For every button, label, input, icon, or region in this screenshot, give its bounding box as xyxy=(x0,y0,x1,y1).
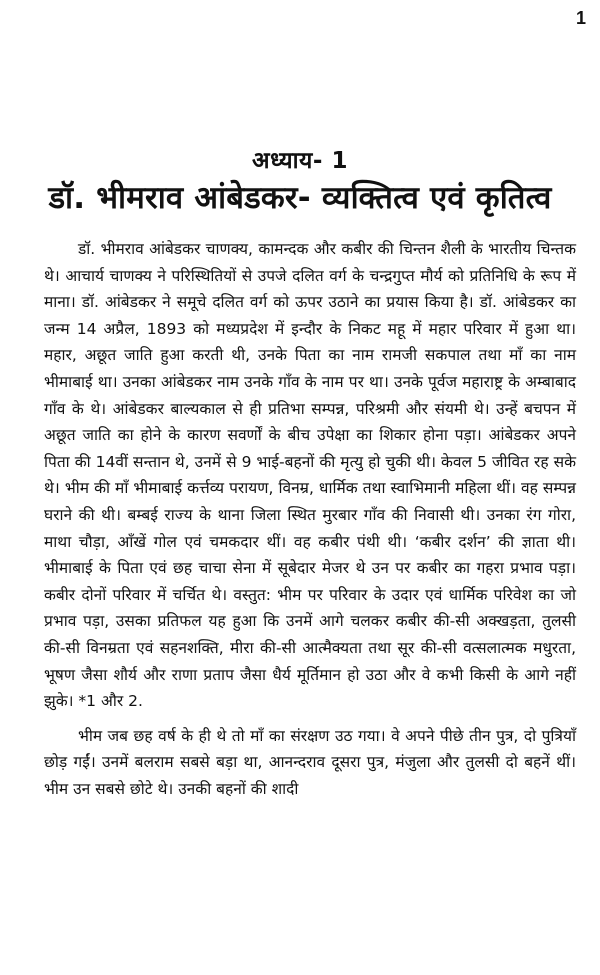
chapter-title: डॉ. भीमराव आंबेडकर- व्यक्तित्व एवं कृतित्व xyxy=(48,180,552,216)
body-text xyxy=(44,236,576,802)
paragraph-1: डॉ. भीमराव आंबेडकर चाणक्य, कामन्दक और कबीर की चिन्तन शैली के भारतीय चिन्तक थे। आचार्य चाणक्य ने परिस्थितियों से उपजे दलित वर्ग के चन्द्रगुप्त मौर्य को प्रतिनिधि के रूप में माना। डॉ. आंबेडकर ने समूचे दलित वर्ग को ऊपर उठाने का प्रयास किया है। डॉ. आंबेडकर का जन्म 14 अप्रैल, 1893 को मध्यप्रदेश में इन्दौर के निकट महू में महार परिवार में हुआ था। महार, अछूत जाति हुआ करती थी, उनके पिता का नाम रामजी सकपाल तथा माँ का नाम भीमाबाई था। उनका आंबेडकर नाम उनके गाँव के नाम पर था। उनके पूर्वज महाराष्ट्र के अम्बाबाद गाँव के थे। आंबेडकर बाल्यकाल से ही प्रतिभा सम्पन्न, परिश्रमी और संयमी थे। उन्हें बचपन में अछूत जाति का होने के कारण सवर्णों के बीच उपेक्षा का शिकार होना पड़ा। आंबेडकर अपने पिता की 14वीं सन्तान थे, उनमें से 9 भाई-बहनों की मृत्यु हो चुकी थी। केवल 5 जीवित रह सके थे। भीम की माँ भीमाबाई कर्त्तव्य परायण, विनम्र, धार्मिक तथा स्वाभिमानी महिला थीं। वह सम्पन्न घराने की थी। बम्बई राज्य के थाना जिला स्थित मुरबार गाँव की निवासी थी। उनका रंग गोरा, माथा चौड़ा, आँखें गोल एवं चमकदार थीं। वह कबीर पंथी थी। ‘कबीर दर्शन’ की ज्ञाता थी। भीमाबाई के पिता एवं छह चाचा सेना में सूबेदार मेजर थे उन पर कबीर का गहरा प्रभाव पड़ा। कबीर दोनों परिवार में चर्चित थे। वस्तुत: भीम पर परिवार के उदार एवं धार्मिक परिवेश का जो प्रभाव पड़ा, उसका प्रतिफल यह हुआ कि उनमें आगे चलकर कबीर की-सी अक्खड़ता, तुलसी की-सी विनम्रता एवं सहनशक्ति, मीरा की-सी आत्मैक्यता तथा सूर की-सी वत्सलात्मक मधुरता, भूषण जैसा शौर्य और राणा प्रताप जैसा धैर्य मूर्तिमान हो उठा और वे कभी किसी के आगे नहीं झुके। *1 और 2. xyxy=(44,240,576,711)
paragraph-2: भीम जब छह वर्ष के ही थे तो माँ का संरक्षण उठ गया। वे अपने पीछे तीन पुत्र, दो पुत्रियाँ छोड़ गईं। उनमें बलराम सबसे बड़ा था, आनन्दराव दूसरा पुत्र, मंजुला और तुलसी दो बहनें थीं। भीम उन सबसे छोटे थे। उनकी बहनों की शादी xyxy=(44,726,576,798)
page-number: 1 xyxy=(575,8,586,28)
chapter-label: अध्याय- 1 xyxy=(252,148,348,174)
